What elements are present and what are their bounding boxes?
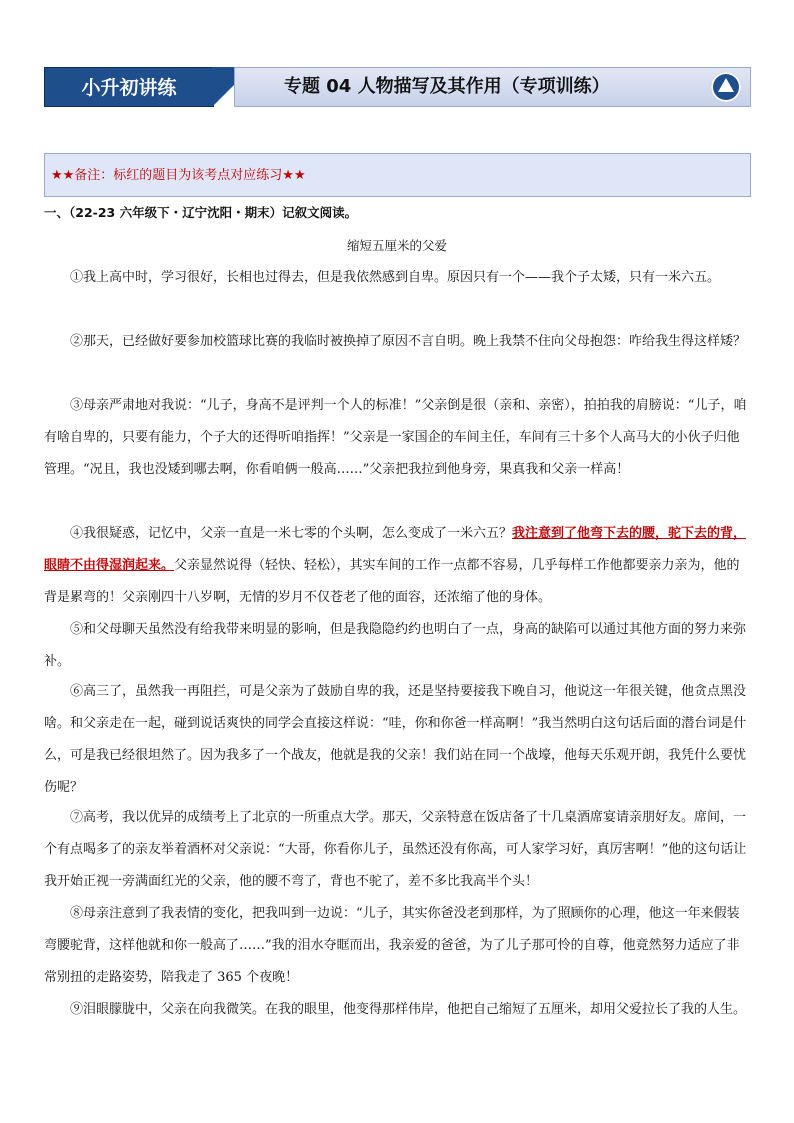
paragraph-7: ⑦高考，我以优异的成绩考上了北京的一所重点大学。那天，父亲特意在饭店备了十几桌酒席宴请亲朋好友。席间，一个有点喝多了的亲友举着酒杯对父亲说：“大哥，你看你儿子，虽然还没有你高，可人家学习好，真厉害啊！”他的这句话让我开始正视一旁满面红光的父亲，他的腰不弯了，背也不驼了，差不多比我高半个头！: [44, 810, 747, 889]
paragraph-2: ②那天，已经做好要参加校篮球比赛的我临时被换掉了原因不言自明。晚上我禁不住向父母抱怨：咋给我生得这样矮？: [70, 334, 747, 349]
paragraph-4-text: ④我很疑惑，记忆中，父亲一直是一米七零的个头啊，怎么变成了一米六五？: [70, 526, 513, 541]
topic-header: [44, 67, 751, 109]
paragraph-3: ③母亲严肃地对我说：“儿子，身高不是评判一个人的标准！”父亲倒是很（亲和、亲密），拍拍我的肩膀说：“儿子，咱有啥自卑的，只要有能力，个子大的还得听咱指挥！”父亲是一家国企的车间主任，车间有三十多个人高马大的小伙子归他管理。“况且，我也没矮到哪去啊，你看咱俩一般高……”父亲把我拉到他身旁，果真我和父亲一样高！: [44, 398, 747, 477]
passage-title: 缩短五厘米的父爱: [346, 238, 447, 253]
paragraph-8: ⑧母亲注意到了我表情的变化，把我叫到一边说：“儿子，其实你爸没老到那样，为了照顾你的心理，他这一年来假装弯腰驼背，这样他就和你一般高了……”我的泪水夺眶而出，我亲爱的爸爸，为了儿子那可怜的自尊，他竟然努力适应了非常别扭的走路姿势，陪我走了 365 个夜晚！: [44, 906, 740, 985]
note-box: ★★备注：标红的题目为该考点对应练习★★: [44, 153, 751, 197]
paragraph-1: ①我上高中时，学习很好，长相也过得去，但是我依然感到自卑。原因只有一个——我个子太矮，只有一米六五。: [70, 270, 721, 285]
triangle-up-icon: [711, 72, 741, 102]
highlighted-sentence: 我注意到了他弯下去的腰，驼下去的背，眼睛不由得湿润起来。: [44, 526, 747, 573]
paragraph-4-rest: 父亲显然说得（轻快、轻松），其实车间的工作一点都不容易，几乎每样工作他都要亲力亲为，他的背是累弯的！父亲刚四十八岁啊，无情的岁月不仅苍老了他的面容，还浓缩了他的身体。: [44, 558, 740, 605]
paragraph-9: ⑨泪眼朦胧中，父亲在向我微笑。在我的眼里，他变得那样伟岸，他把自己缩短了五厘米，却用父爱拉长了我的人生。: [70, 1002, 747, 1017]
paragraph-4: [44, 518, 750, 614]
section-tag: 小升初讲练: [44, 67, 214, 107]
question-heading: 一、（22-23 六年级下・辽宁沈阳・期末）记叙文阅读。: [44, 205, 358, 220]
page-title: 专题 04 人物描写及其作用（专项训练）: [284, 76, 610, 97]
paragraph-5: ⑤和父母聊天虽然没有给我带来明显的影响，但是我隐隐约约也明白了一点，身高的缺陷可以通过其他方面的努力来弥补。: [44, 622, 747, 669]
paragraph-6: ⑥高三了，虽然我一再阻拦，可是父亲为了鼓励自卑的我，还是坚持要接我下晚自习，他说这一年很关键，他贪点黑没啥。和父亲走在一起，碰到说话爽快的同学会直接这样说：“哇，你和你爸一样高啊！”我当然明白这句话后面的潜台词是什么，可是我已经很坦然了。因为我多了一个战友，他就是我的父亲！我们站在同一个战壕，他每天乐观开朗，我凭什么要忧伤呢？: [44, 684, 747, 795]
